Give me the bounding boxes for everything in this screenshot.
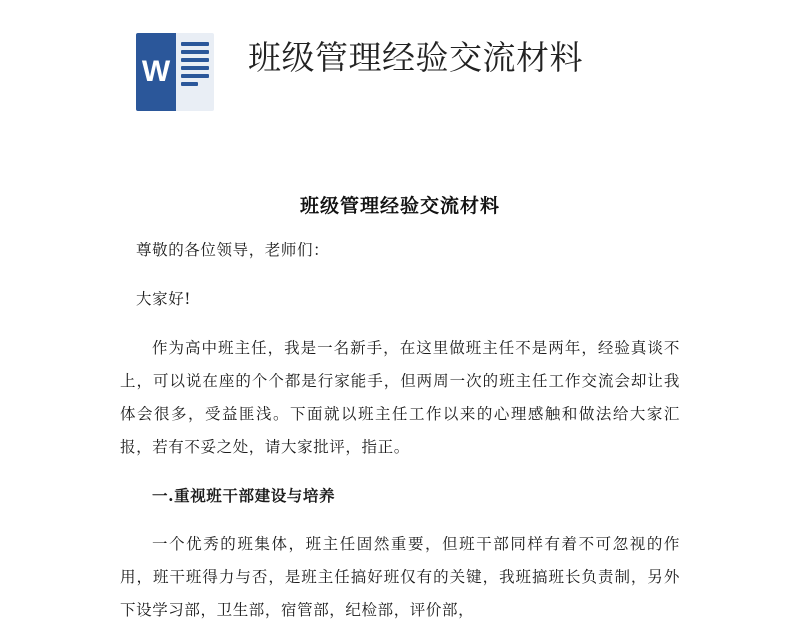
document-paragraph: 一个优秀的班集体，班主任固然重要，但班干部同样有着不可忽视的作用，班干班得力与否，是班主任搞好班仅有的关键，我班搞班长负责制，另外下设学习部，卫生部，宿管部，纪检部，评价部， [120, 535, 680, 619]
word-icon-letter: W [141, 55, 171, 88]
document-paragraph: 大家好! [136, 289, 192, 308]
word-icon-line [181, 82, 198, 86]
word-icon-lines [176, 33, 214, 111]
document-paragraph: 尊敬的各位领导，老师们： [136, 241, 330, 259]
document-header [0, 0, 800, 148]
word-document-icon [136, 33, 214, 111]
word-icon-line [181, 74, 209, 78]
word-icon-line [181, 66, 209, 70]
document-body-sheet [0, 148, 800, 619]
page-title: 班级管理经验交流材料 [248, 38, 583, 77]
document-heading: 班级管理经验交流材料 [299, 195, 500, 217]
document-paragraph: 作为高中班主任，我是一名新手，在这里做班主任不是两年，经验真谈不上，可以说在座的个个都是行家能手，但两周一次的班主任工作交流会却让我体会很多，受益匪浅。下面就以班主任工作以来的心理感触和做法给大家汇报，若有不妥之处，请大家批评，指正。 [120, 338, 680, 456]
word-icon-line [181, 50, 209, 54]
document-text-column [120, 149, 680, 643]
word-icon-line [181, 58, 209, 62]
word-icon-line [181, 42, 209, 46]
document-subheading: 一.重视班干部建设与培养 [152, 486, 336, 505]
